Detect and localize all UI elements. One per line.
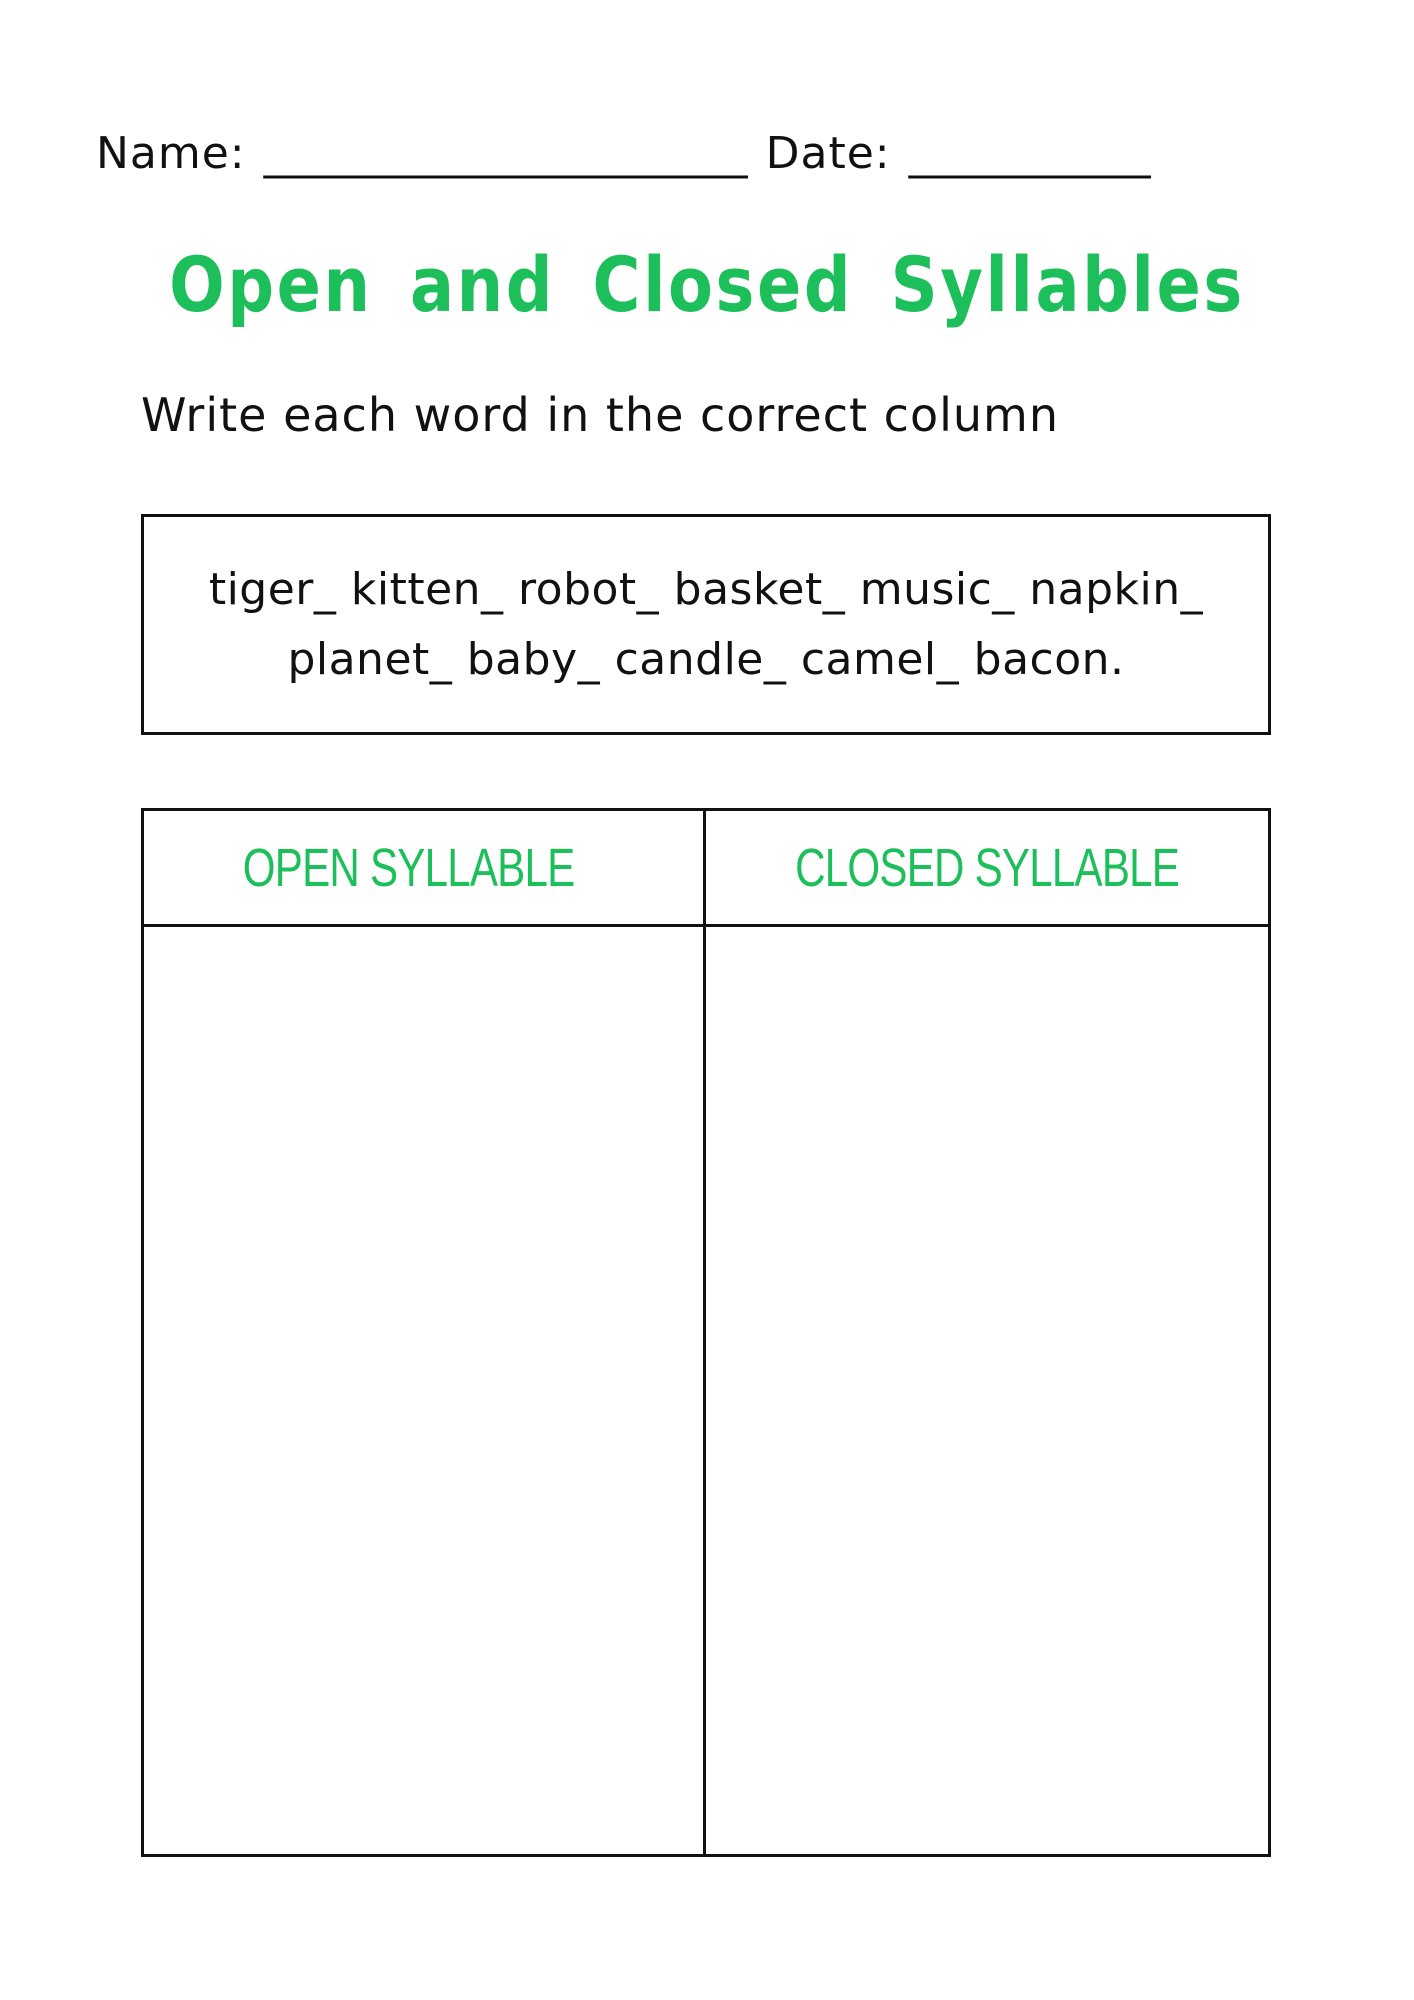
header-line — [96, 128, 1336, 179]
date-label: Date: — [765, 128, 891, 179]
word-bank-box — [141, 514, 1271, 735]
instruction-text: Write each word in the correct column — [141, 388, 1060, 442]
word-bank-line-2: planet_ baby_ candle_ camel_ bacon. — [287, 633, 1125, 685]
closed-syllable-header-cell — [706, 811, 1268, 927]
date-blank-field[interactable]: ___________ — [908, 128, 1151, 179]
closed-syllable-header: CLOSED SYLLABLE — [795, 837, 1179, 898]
open-syllable-answer-area[interactable] — [144, 927, 706, 1854]
word-bank-text — [209, 555, 1203, 695]
name-blank-field[interactable]: ______________________ — [263, 128, 748, 179]
sorting-table — [141, 808, 1271, 1857]
closed-syllable-answer-area[interactable] — [706, 927, 1268, 1854]
open-syllable-header-cell — [144, 811, 706, 927]
open-syllable-header: OPEN SYLLABLE — [242, 837, 575, 898]
word-bank-line-1: tiger_ kitten_ robot_ basket_ music_ napkin_ — [208, 563, 1204, 615]
page-title: Open and Closed Syllables — [169, 240, 1245, 329]
name-label: Name: — [96, 128, 246, 179]
